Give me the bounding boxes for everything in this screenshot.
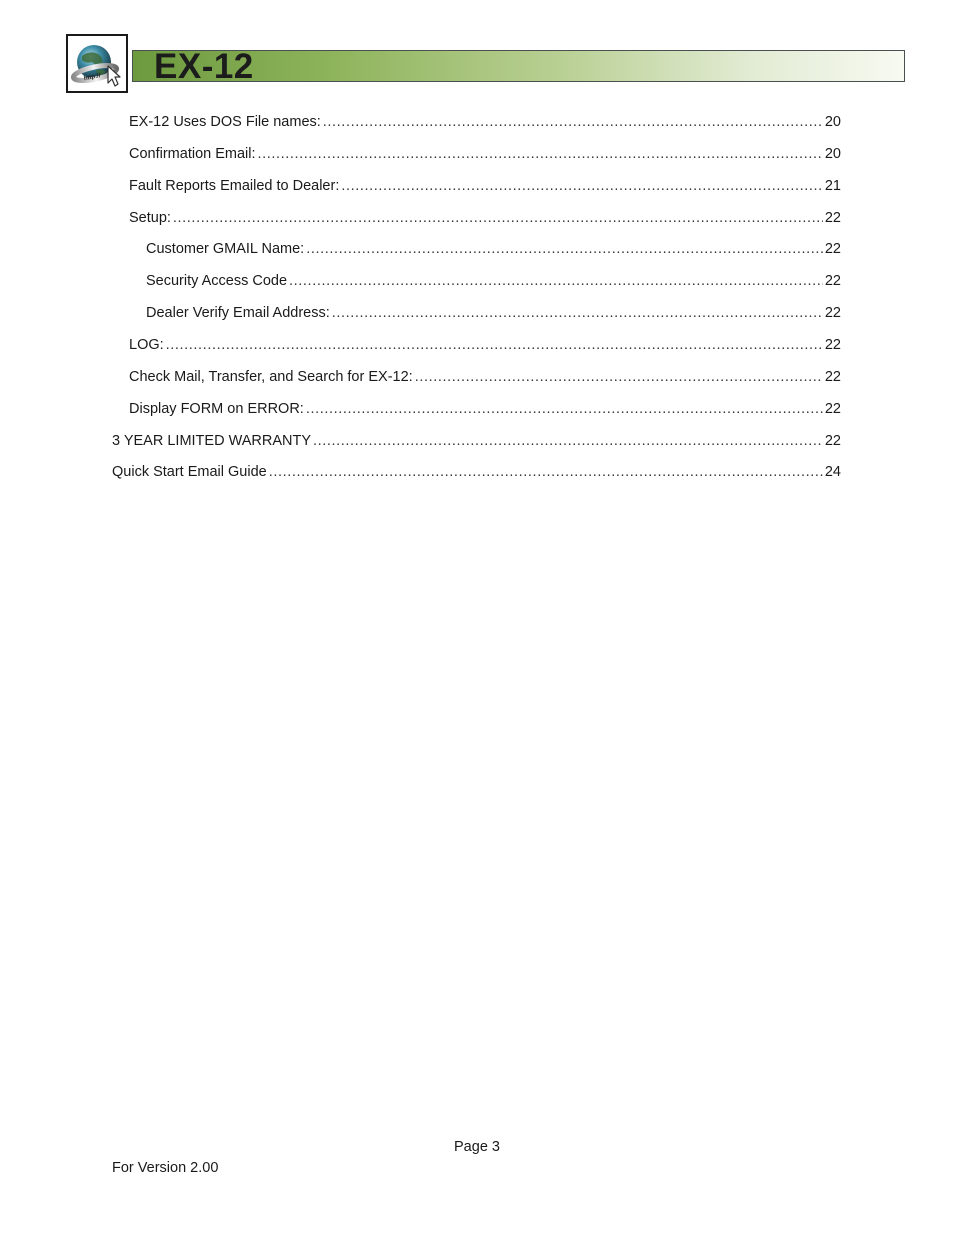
toc-dot-leader [166, 334, 823, 356]
toc-dot-leader [258, 143, 823, 165]
toc-dot-leader [323, 111, 823, 133]
toc-entry-page: 22 [824, 336, 841, 353]
toc-entry[interactable] [129, 143, 841, 165]
toc-entry-title: 3 YEAR LIMITED WARRANTY [112, 432, 312, 449]
toc-entry[interactable] [112, 430, 841, 452]
toc-dot-leader [332, 302, 823, 324]
toc-entry[interactable] [129, 398, 841, 420]
toc-entry-page: 24 [824, 464, 841, 481]
toc-entry[interactable] [129, 366, 841, 388]
toc-entry[interactable] [129, 175, 841, 197]
toc-entry-page: 22 [824, 400, 841, 417]
toc-dot-leader [269, 461, 823, 483]
toc-entry-page: 22 [824, 273, 841, 290]
toc-dot-leader [306, 238, 823, 260]
toc-entry-page: 21 [824, 177, 841, 194]
page-number: Page 3 [454, 1139, 500, 1155]
toc-entry-page: 22 [824, 368, 841, 385]
toc-entry[interactable] [146, 270, 841, 292]
toc-entry-title: Check Mail, Transfer, and Search for EX-12: [129, 368, 413, 385]
toc-entry-page: 22 [824, 209, 841, 226]
toc-dot-leader [415, 366, 823, 388]
toc-entry[interactable] [129, 207, 841, 229]
toc-dot-leader [306, 398, 823, 420]
toc-entry[interactable] [129, 334, 841, 356]
logo-text: http:// [83, 73, 102, 83]
toc-entry-title: Display FORM on ERROR: [129, 400, 304, 417]
toc-entry-page: 20 [824, 145, 841, 162]
toc-dot-leader [289, 270, 823, 292]
toc-entry[interactable] [146, 238, 841, 260]
toc-entry-title: Dealer Verify Email Address: [146, 305, 330, 322]
toc-entry-title: Quick Start Email Guide [112, 464, 267, 481]
document-title: EX-12 [154, 47, 254, 86]
globe-logo [66, 34, 128, 93]
toc-dot-leader [313, 430, 823, 452]
toc-entry-page: 22 [824, 432, 841, 449]
toc-entry-page: 20 [824, 114, 841, 130]
toc-entry[interactable] [112, 461, 841, 483]
globe-http-cursor-icon [68, 36, 126, 91]
toc-entry-page: 22 [824, 241, 841, 258]
toc-entry-title: EX-12 Uses DOS File names: [129, 114, 321, 130]
toc-entry-title: Setup: [129, 209, 171, 226]
toc-entry-title: LOG: [129, 336, 164, 353]
toc-entry-title: Customer GMAIL Name: [146, 241, 305, 258]
toc-entry-title: Security Access Code [146, 273, 288, 290]
toc-entry-page: 22 [824, 305, 841, 322]
toc-dot-leader [341, 175, 823, 197]
toc-entry[interactable] [129, 111, 841, 133]
toc-entry-title: Confirmation Email: [129, 145, 256, 162]
toc-entry[interactable] [146, 302, 841, 324]
toc-dot-leader [173, 207, 823, 229]
version-label: For Version 2.00 [112, 1160, 219, 1176]
toc-entry-title: Fault Reports Emailed to Dealer: [129, 177, 340, 194]
